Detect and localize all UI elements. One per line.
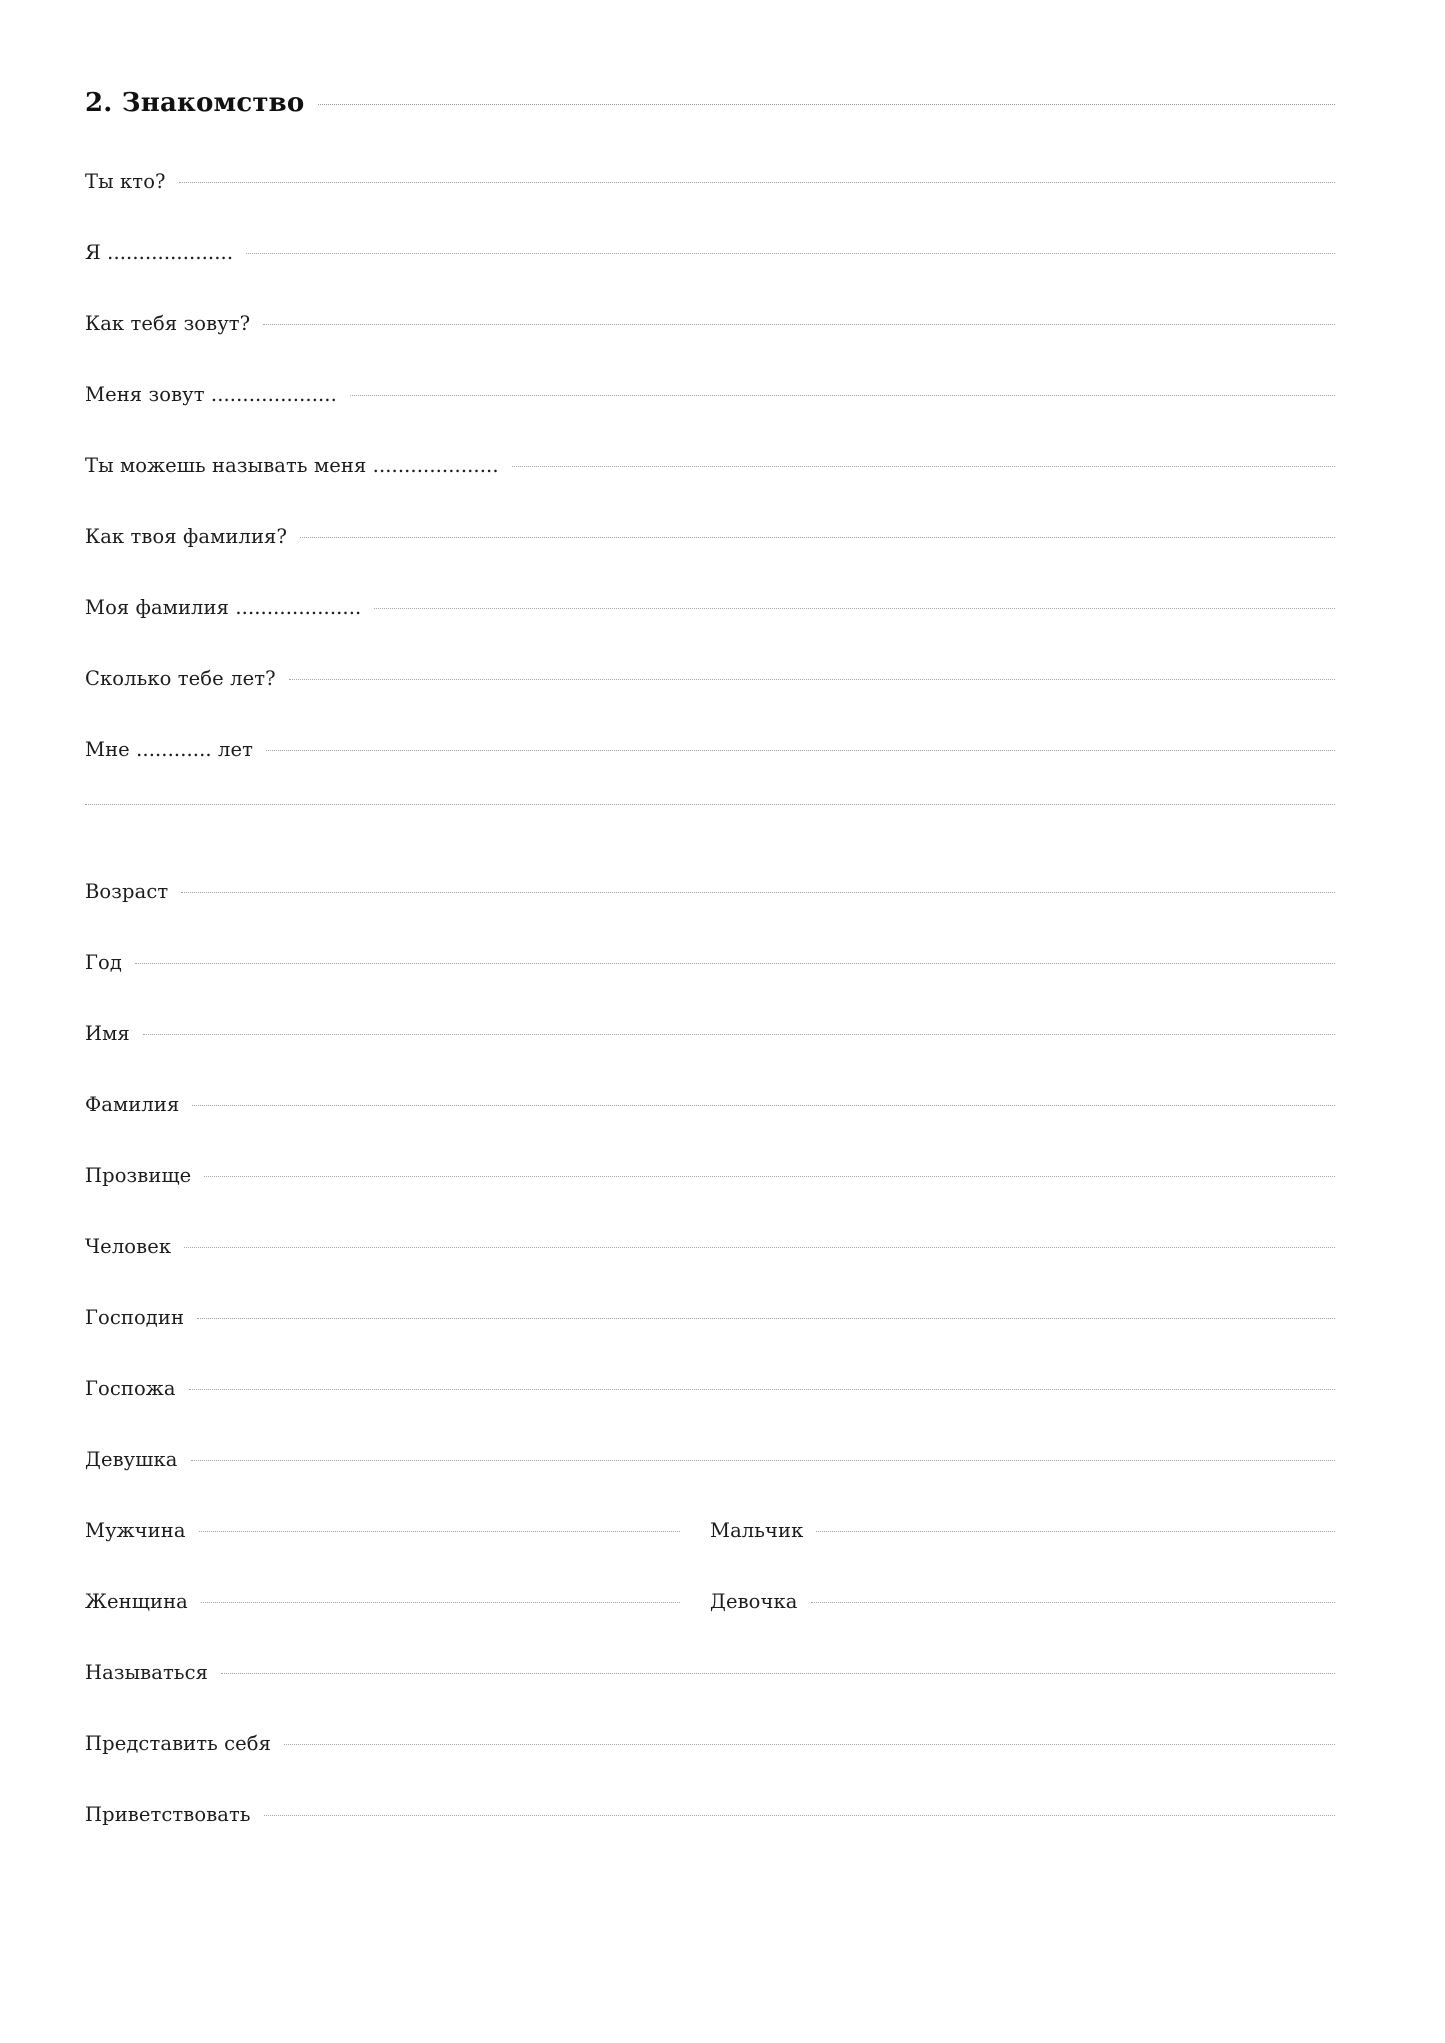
list-item-paired (85, 1590, 1335, 1661)
phrase-text: Моя фамилия .................... (85, 596, 362, 619)
separator-line (85, 809, 1335, 880)
list-item (85, 241, 1335, 312)
vocabulary-term: Называться (85, 1661, 209, 1684)
dialogue-list (85, 170, 1335, 809)
vocabulary-term: Девочка (710, 1590, 798, 1613)
list-item (85, 1022, 1335, 1093)
writing-line[interactable] (201, 1602, 680, 1603)
vocabulary-term: Человек (85, 1235, 172, 1258)
list-item (85, 738, 1335, 809)
phrase-text: Ты можешь называть меня .................... (85, 454, 499, 477)
writing-line[interactable] (189, 1389, 1335, 1390)
writing-line[interactable] (264, 1815, 1335, 1816)
heading-dotted-rule (318, 104, 1335, 105)
writing-line[interactable] (192, 1105, 1335, 1106)
writing-line[interactable] (816, 1531, 1335, 1532)
list-item (85, 383, 1335, 454)
writing-line[interactable] (204, 1176, 1335, 1177)
writing-line[interactable] (143, 1034, 1335, 1035)
vocabulary-term: Мальчик (710, 1519, 804, 1542)
phrase-text: Ты кто? (85, 170, 166, 193)
list-item (85, 1732, 1335, 1803)
vocabulary-term: Госпожа (85, 1377, 176, 1400)
list-item (85, 170, 1335, 241)
writing-line[interactable] (374, 608, 1335, 609)
list-item (85, 1235, 1335, 1306)
list-item (85, 525, 1335, 596)
list-item (85, 454, 1335, 525)
vocabulary-term: Возраст (85, 880, 169, 903)
list-item (85, 951, 1335, 1022)
vocabulary-term: Представить себя (85, 1732, 272, 1755)
list-item (85, 1306, 1335, 1377)
writing-line[interactable] (135, 963, 1335, 964)
writing-line[interactable] (221, 1673, 1335, 1674)
writing-line[interactable] (350, 395, 1335, 396)
list-item (85, 1661, 1335, 1732)
list-item (85, 1803, 1335, 1874)
writing-line[interactable] (184, 1247, 1335, 1248)
writing-line[interactable] (811, 1602, 1335, 1603)
writing-line[interactable] (85, 804, 1335, 805)
phrase-text: Я .................... (85, 241, 234, 264)
list-item (85, 1448, 1335, 1519)
list-item-paired (85, 1519, 1335, 1590)
vocabulary-term: Имя (85, 1022, 130, 1045)
vocabulary-term: Женщина (85, 1590, 188, 1613)
phrase-text: Как твоя фамилия? (85, 525, 288, 548)
writing-line[interactable] (266, 750, 1335, 751)
list-item (85, 667, 1335, 738)
writing-line[interactable] (197, 1318, 1335, 1319)
vocabulary-term: Господин (85, 1306, 185, 1329)
writing-line[interactable] (199, 1531, 680, 1532)
phrase-text: Мне ............ лет (85, 738, 253, 761)
list-item (85, 1164, 1335, 1235)
list-item (85, 312, 1335, 383)
phrase-text: Сколько тебе лет? (85, 667, 276, 690)
phrase-text: Меня зовут .................... (85, 383, 337, 406)
page-title: 2. Знакомство (85, 88, 305, 118)
vocabulary-term: Приветствовать (85, 1803, 251, 1826)
writing-line[interactable] (300, 537, 1335, 538)
vocabulary-term: Год (85, 951, 122, 974)
phrase-text: Как тебя зовут? (85, 312, 251, 335)
vocabulary-term: Прозвище (85, 1164, 192, 1187)
vocabulary-list (85, 880, 1335, 1874)
writing-line[interactable] (181, 892, 1335, 893)
vocabulary-term: Фамилия (85, 1093, 180, 1116)
writing-line[interactable] (246, 253, 1335, 254)
writing-line[interactable] (289, 679, 1335, 680)
section-heading (85, 88, 1335, 118)
list-item (85, 880, 1335, 951)
writing-line[interactable] (263, 324, 1335, 325)
list-item (85, 1377, 1335, 1448)
list-item (85, 596, 1335, 667)
vocabulary-term: Девушка (85, 1448, 178, 1471)
writing-line[interactable] (179, 182, 1335, 183)
writing-line[interactable] (284, 1744, 1335, 1745)
writing-line[interactable] (191, 1460, 1336, 1461)
vocabulary-term: Мужчина (85, 1519, 186, 1542)
writing-line[interactable] (512, 466, 1335, 467)
list-item (85, 1093, 1335, 1164)
